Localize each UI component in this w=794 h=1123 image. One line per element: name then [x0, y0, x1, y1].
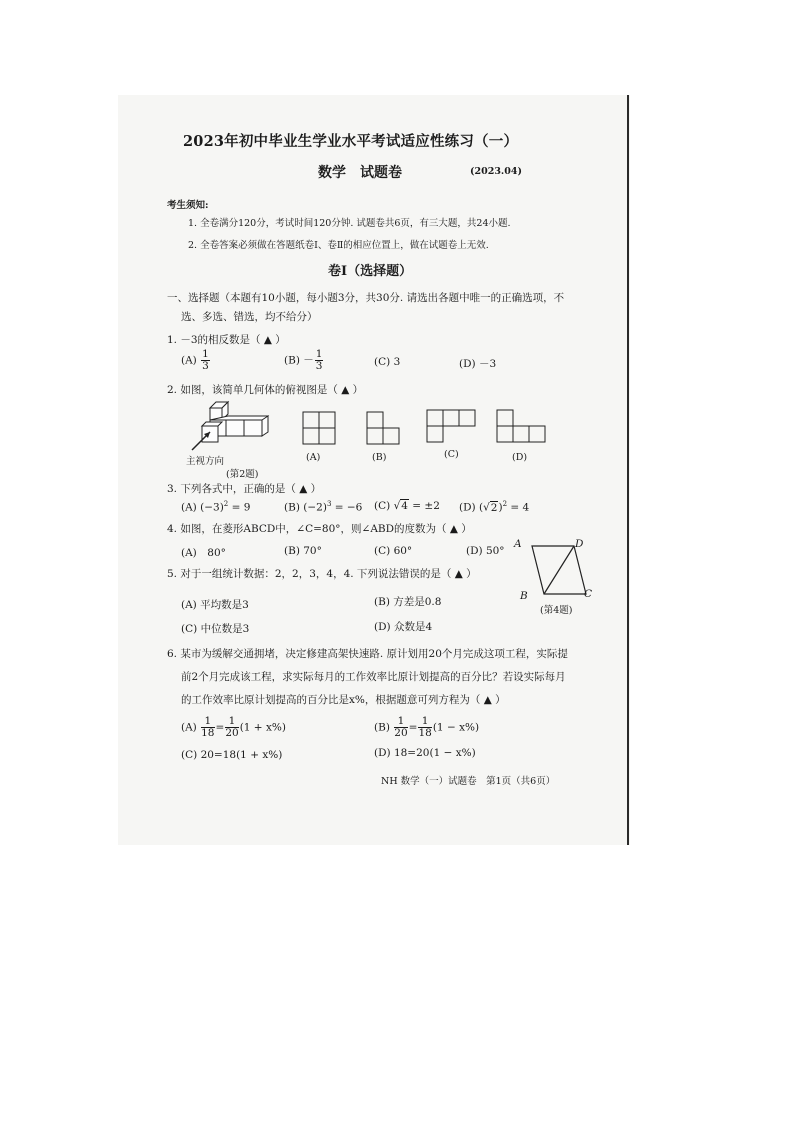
page-footer: NH 数学（一）试题卷 第1页（共6页）: [381, 776, 556, 787]
section-intro-line1: 一、选择题（本题有10小题，每小题3分，共30分. 请选出各题中唯一的正确选项，不: [167, 292, 565, 304]
q4-option-a: (A) 80°: [181, 547, 226, 559]
q2-option-b-label: (B): [372, 452, 387, 463]
q1-stem: 1. －3的相反数是（ ▲ ）: [167, 334, 286, 346]
q4-label-b: B: [520, 590, 528, 602]
notice-item-2: 2. 全卷答案必须做在答题纸卷Ⅰ、卷Ⅱ的相应位置上，做在试题卷上无效.: [188, 240, 489, 251]
q1-option-b: (B) － $\frac{1}{3}$: [284, 348, 323, 372]
q4-option-c: (C) 60°: [374, 545, 413, 557]
q6-line1: 6. 某市为缓解交通拥堵，决定修建高架快速路. 原计划用20个月完成这项工程，实际提: [167, 648, 568, 660]
section-title: 卷Ⅰ（选择题）: [328, 264, 413, 279]
q4-label-c: C: [584, 588, 593, 600]
q2-solid-figure: [188, 400, 270, 452]
q3-option-d: (D) $(√2)^2 = 4$: [459, 500, 530, 514]
q4-option-b: (B) 70°: [284, 545, 322, 557]
q1-option-a: (A) $\frac{1}{3}$: [181, 348, 209, 372]
page-edge-line: [627, 95, 629, 845]
q5-option-d: (D) 众数是4: [374, 621, 433, 633]
q3-option-a: (A) $(-3)^2 = 9$: [181, 500, 251, 514]
q5-option-b: (B) 方差是0.8: [374, 596, 442, 608]
q5-option-a: (A) 平均数是3: [181, 599, 249, 611]
q4-label-a: A: [514, 538, 522, 550]
q6-option-c: (C) 20=18(1 + x%): [181, 749, 283, 761]
q3-stem: 3. 下列各式中，正确的是（ ▲ ）: [167, 483, 322, 495]
q2-option-c-figure: [426, 409, 478, 445]
notice-heading: 考生须知:: [167, 200, 209, 211]
q1-option-d: (D) －3: [459, 358, 497, 370]
q4-figure-caption: (第4题): [540, 605, 573, 616]
q2-option-c-label: (C): [444, 449, 459, 460]
section-intro-line2: 选、多选、错选，均不给分）: [181, 311, 318, 323]
notice-item-1: 1. 全卷满分120分，考试时间120分钟. 试题卷共6页，有三大题，共24小题.: [188, 218, 511, 229]
q6-option-d: (D) 18=20(1 − x%): [374, 747, 476, 759]
q3-option-b: (B) $(-2)^3 = -6$: [284, 500, 363, 514]
q2-option-a-figure: [302, 411, 338, 447]
q2-option-a-label: (A): [306, 452, 321, 463]
exam-date: (2023.04): [470, 166, 522, 177]
q4-stem: 4. 如图，在菱形ABCD中，∠C=80°，则∠ABD的度数为（ ▲ ）: [167, 523, 472, 535]
q2-direction-label: 主视方向: [186, 456, 225, 467]
q2-option-d-figure: [496, 409, 548, 445]
q2-figure-caption: (第2题): [226, 469, 259, 480]
exam-title: 2023年初中毕业生学业水平考试适应性练习（一）: [183, 133, 519, 150]
q6-line3: 的工作效率比原计划提高的百分比是x%，根据题意可列方程为（ ▲ ）: [181, 694, 506, 706]
q2-option-b-figure: [366, 411, 402, 447]
q6-option-a: (A) $\frac{1}{18}$ = $\frac{1}{20}$ (1 + x%): [181, 715, 286, 739]
q2-stem: 2. 如图，该简单几何体的俯视图是（ ▲ ）: [167, 384, 364, 396]
q1-option-c: (C) 3: [374, 356, 401, 368]
q2-option-d-label: (D): [512, 452, 528, 463]
exam-subject: 数学 试题卷: [318, 165, 402, 181]
q6-option-b: (B) $\frac{1}{20}$ = $\frac{1}{18}$ (1 − x%): [374, 715, 480, 739]
q3-option-c: (C) √4 = ±2: [374, 500, 440, 512]
q6-line2: 前2个月完成该工程，求实际每月的工作效率比原计划提高的百分比？若设实际每月: [181, 671, 566, 683]
q5-stem: 5. 对于一组统计数据：2，2，3，4，4. 下列说法错误的是（ ▲ ）: [167, 568, 477, 580]
q5-option-c: (C) 中位数是3: [181, 623, 250, 635]
q4-label-d: D: [575, 538, 584, 550]
q4-option-d: (D) 50°: [466, 545, 505, 557]
